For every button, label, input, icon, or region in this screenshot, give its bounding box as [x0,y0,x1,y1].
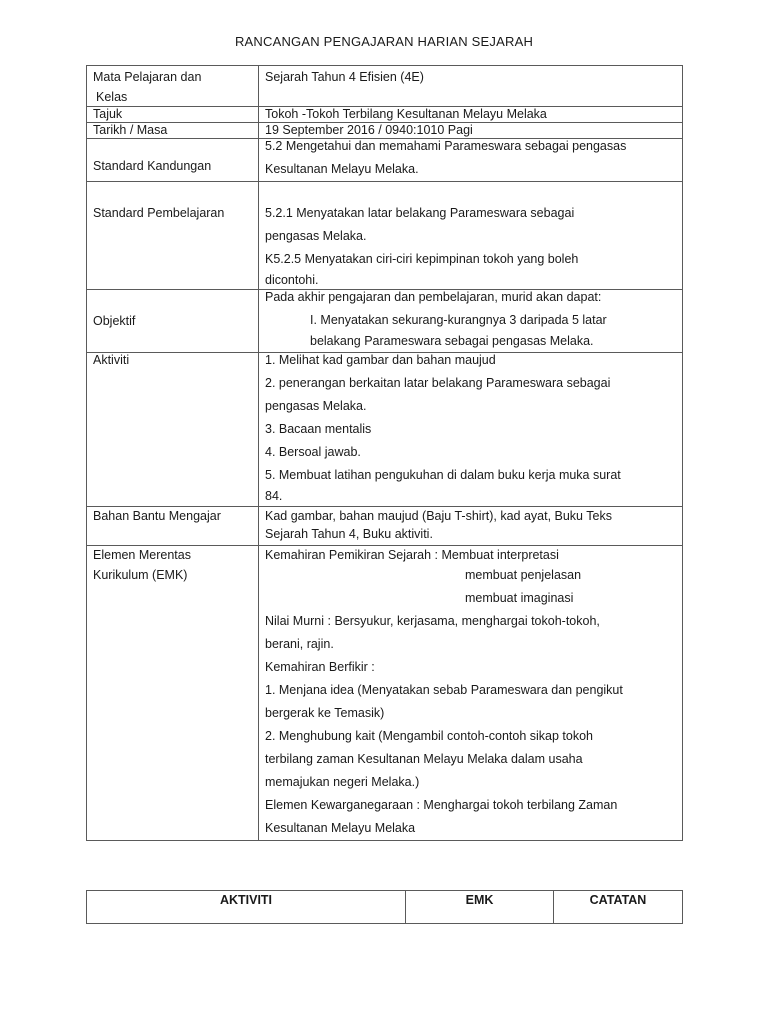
row-emk [87,546,683,841]
emk-line-5: berani, rajin. [265,637,334,651]
standard-kandungan-line-2: Kesultanan Melayu Melaka. [265,162,419,176]
row-aktiviti [87,353,683,507]
activity-table-header [87,891,683,924]
standard-kandungan-line-1: 5.2 Mengetahui dan memahami Parameswara sebagai pengasas [265,139,627,153]
emk-line-2: membuat penjelasan [465,568,582,582]
row-bahan-bantu [87,507,683,546]
emk-line-6: Kemahiran Berfikir : [265,660,375,674]
value-tarikh: 19 September 2016 / 0940:1010 Pagi [259,123,683,139]
header-catatan: CATATAN [554,891,683,924]
emk-line-12: Elemen Kewarganegaraan : Menghargai tokoh terbilang Zaman [265,798,618,812]
aktiviti-line-1: 1. Melihat kad gambar dan bahan maujud [265,353,496,367]
emk-line-10: terbilang zaman Kesultanan Melayu Melaka dalam usaha [265,752,583,766]
label-objektif: Objektif [87,290,259,353]
value-tajuk: Tokoh -Tokoh Terbilang Kesultanan Melayu Melaka [259,107,683,123]
activity-table [86,890,683,924]
row-mata-pelajaran [87,66,683,107]
bahan-line-2: Sejarah Tahun 4, Buku aktiviti. [265,527,433,541]
header-aktiviti: AKTIVITI [87,891,406,924]
row-standard-kandungan [87,139,683,182]
row-tarikh [87,123,683,139]
emk-line-7: 1. Menjana idea (Menyatakan sebab Parameswara dan pengikut [265,683,623,697]
emk-line-8: bergerak ke Temasik) [265,706,385,720]
emk-line-1: Kemahiran Pemikiran Sejarah : Membuat interpretasi [265,548,559,562]
label-tarikh: Tarikh / Masa [87,123,259,139]
objektif-line-1: Pada akhir pengajaran dan pembelajaran, murid akan dapat: [265,290,602,304]
standard-pembelajaran-line-1: 5.2.1 Menyatakan latar belakang Parameswara sebagai [265,206,575,220]
emk-line-9: 2. Menghubung kait (Mengambil contoh-contoh sikap tokoh [265,729,593,743]
label-standard-pembelajaran: Standard Pembelajaran [87,182,259,290]
emk-line-3: membuat imaginasi [465,591,574,605]
emk-line-4: Nilai Murni : Bersyukur, kerjasama, menghargai tokoh-tokoh, [265,614,600,628]
value-mata-pelajaran: Sejarah Tahun 4 Efisien (4E) [259,66,683,107]
bahan-line-1: Kad gambar, bahan maujud (Baju T-shirt), kad ayat, Buku Teks [265,509,612,523]
standard-pembelajaran-line-2: pengasas Melaka. [265,229,367,243]
aktiviti-line-2: 2. penerangan berkaitan latar belakang Parameswara sebagai [265,376,611,390]
emk-line-13: Kesultanan Melayu Melaka [265,821,416,835]
aktiviti-line-7: 84. [265,489,283,503]
document-title: RANCANGAN PENGAJARAN HARIAN SEJARAH [234,34,534,49]
label-standard-kandungan: Standard Kandungan [87,139,259,182]
standard-pembelajaran-line-3: K5.2.5 Menyatakan ciri-ciri kepimpinan tokoh yang boleh [265,252,579,266]
label-aktiviti: Aktiviti [87,353,259,507]
lesson-plan-table [86,65,683,841]
label-emk-1: Elemen Merentas [93,548,191,562]
aktiviti-line-3: pengasas Melaka. [265,399,367,413]
row-standard-pembelajaran [87,182,683,290]
label-mata-pelajaran: Mata Pelajaran dan [93,70,202,84]
label-bahan-bantu: Bahan Bantu Mengajar [87,507,259,546]
aktiviti-line-4: 3. Bacaan mentalis [265,422,372,436]
header-emk: EMK [406,891,554,924]
objektif-line-2: I. Menyatakan sekurang-kurangnya 3 daripada 5 latar [310,313,607,327]
label-tajuk: Tajuk [87,107,259,123]
objektif-line-3: belakang Parameswara sebagai pengasas Melaka. [310,334,594,348]
row-objektif [87,290,683,353]
standard-pembelajaran-line-4: dicontohi. [265,273,319,287]
aktiviti-line-5: 4. Bersoal jawab. [265,445,361,459]
label-kelas: Kelas [96,90,128,104]
emk-line-11: memajukan negeri Melaka.) [265,775,420,789]
aktiviti-line-6: 5. Membuat latihan pengukuhan di dalam buku kerja muka surat [265,468,621,482]
label-emk-2: Kurikulum (EMK) [93,568,188,582]
row-tajuk [87,107,683,123]
